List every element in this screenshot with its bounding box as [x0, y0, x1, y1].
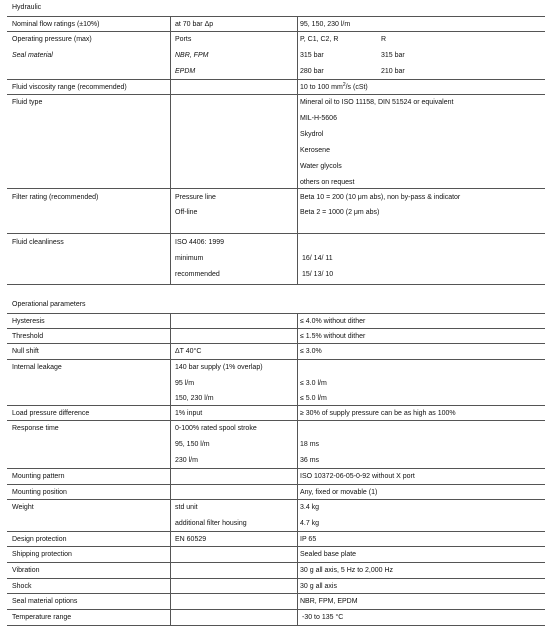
row-label: Temperature range: [12, 614, 72, 621]
filter-pressure-line: Pressure line: [175, 194, 216, 201]
row-condition: 0-100% rated spool stroke: [175, 425, 257, 432]
column-divider: [170, 500, 171, 532]
row-value: ≥ 30% of supply pressure can be as high as 100%: [300, 410, 456, 417]
cleanliness-minimum-value: 16/ 14/ 11: [302, 255, 333, 262]
row-label: Response time: [12, 425, 59, 432]
column-divider: [170, 421, 171, 469]
column-divider: [297, 344, 298, 360]
row-value: IP 65: [300, 536, 317, 543]
epdm-pressure-ports: 280 bar: [300, 68, 324, 75]
column-divider: [297, 329, 298, 344]
column-divider: [297, 610, 298, 625]
spec-row-design-protection: [7, 531, 545, 547]
column-divider: [297, 579, 298, 594]
seal-epdm: EPDM: [175, 68, 196, 75]
filter-off-line: Off-line: [175, 209, 198, 216]
fluid-type-item: Mineral oil to ISO 11158, DIN 51524 or equivalent: [300, 99, 454, 106]
operational-section-title: Operational parameters: [12, 301, 86, 308]
column-divider: [170, 469, 171, 485]
cleanliness-minimum-label: minimum: [175, 255, 204, 262]
weight-sub-std: std unit: [175, 504, 198, 511]
row-label: Internal leakage: [12, 364, 62, 371]
weight-value-filter: 4.7 kg: [300, 520, 320, 527]
row-condition: 1% input: [175, 410, 203, 417]
spec-row-response-time: [7, 420, 545, 469]
fluid-type-item: Skydrol: [300, 131, 324, 138]
row-label: Threshold: [12, 333, 44, 340]
weight-value-std: 3.4 kg: [300, 504, 320, 511]
column-divider: [170, 344, 171, 360]
row-value: ≤ 4.0% without dither: [300, 318, 366, 325]
column-divider: [297, 547, 298, 563]
row-label: Null shift: [12, 348, 39, 355]
row-label: Vibration: [12, 567, 40, 574]
fluid-type-item: Kerosene: [300, 147, 330, 154]
row-value: 30 g all axis: [300, 583, 337, 590]
column-divider: [297, 234, 298, 284]
cleanliness-standard: ISO 4406: 1999: [175, 239, 225, 246]
spec-row-weight: [7, 499, 545, 532]
column-divider: [297, 532, 298, 547]
column-divider: [170, 594, 171, 610]
column-divider: [297, 360, 298, 406]
row-label: Fluid type: [12, 99, 43, 106]
column-divider: [170, 80, 171, 95]
row-label: Filter rating (recommended): [12, 194, 99, 201]
cleanliness-recommended-value: 15/ 13/ 10: [302, 271, 334, 278]
response-value-95-150: 18 ms: [300, 441, 320, 448]
row-condition: at 70 bar Δp: [175, 21, 214, 28]
filter-pressure-line-value: Beta 10 = 200 (10 μm abs), non by-pass & indicator: [300, 194, 461, 201]
row-condition: Ports: [175, 36, 192, 43]
row-label: Operating pressure (max): [12, 36, 92, 43]
column-divider: [297, 17, 298, 32]
column-divider: [170, 579, 171, 594]
row-label: Design protection: [12, 536, 67, 543]
response-value-230: 36 ms: [300, 457, 320, 464]
column-divider: [170, 406, 171, 421]
fluid-type-item: Water glycols: [300, 163, 342, 170]
spec-row-mounting-position: [7, 484, 545, 500]
column-divider: [170, 314, 171, 329]
row-label: Mounting position: [12, 489, 67, 496]
spec-row-load-pressure: [7, 405, 545, 421]
spec-row-mounting-pattern: [7, 468, 545, 485]
spec-row-temperature: [7, 609, 545, 626]
column-divider: [170, 234, 171, 284]
leakage-value-150-230: ≤ 5.0 l/m: [300, 395, 327, 402]
spec-row-internal-leakage: [7, 359, 545, 406]
row-value: Sealed base plate: [300, 551, 357, 558]
column-divider: [170, 532, 171, 547]
spec-row-vibration: [7, 562, 545, 579]
row-label: Shipping protection: [12, 551, 72, 558]
row-value: 30 g all axis, 5 Hz to 2,000 Hz: [300, 567, 393, 574]
column-divider: [297, 485, 298, 500]
row-condition: ΔT 40°C: [175, 348, 202, 355]
column-divider: [170, 547, 171, 563]
column-divider: [297, 500, 298, 532]
spec-row-operating-pressure: [7, 31, 545, 80]
row-label: Mounting pattern: [12, 473, 65, 480]
column-divider: [170, 32, 171, 80]
row-value: 10 to 100 $mm^2/s$ (cSt): [300, 82, 368, 91]
column-divider: [170, 610, 171, 625]
seal-material-label: Seal material: [12, 52, 53, 59]
response-sub-95-150: 95, 150 l/m: [175, 441, 210, 448]
row-label: Hysteresis: [12, 318, 45, 325]
spec-row-hysteresis: [7, 313, 545, 329]
row-label: Shock: [12, 583, 32, 590]
row-value: ISO 10372-06-05-0-92 without X port: [300, 473, 415, 480]
row-value: -30 to 135 °C: [302, 614, 344, 621]
spec-row-filter-rating: [7, 188, 545, 234]
fluid-type-item: MIL-H-5606: [300, 115, 337, 122]
filter-off-line-value: Beta 2 = 1000 (2 μm abs): [300, 209, 380, 216]
column-divider: [297, 80, 298, 95]
leakage-sub-95: 95 l/m: [175, 380, 195, 387]
port-r-header: R: [381, 36, 387, 43]
column-divider: [170, 95, 171, 189]
row-value: NBR, FPM, EPDM: [300, 598, 358, 605]
spec-row-viscosity: [7, 79, 545, 95]
leakage-sub-150-230: 150, 230 l/m: [175, 395, 214, 402]
column-divider: [297, 563, 298, 579]
spec-row-seal-options: [7, 593, 545, 610]
column-divider: [297, 95, 298, 189]
row-label: Fluid cleanliness: [12, 239, 64, 246]
column-divider: [297, 314, 298, 329]
row-label: Weight: [12, 504, 34, 511]
response-sub-230: 230 l/m: [175, 457, 198, 464]
row-label: Load pressure difference: [12, 410, 90, 417]
ports-value: P, C1, C2, R: [300, 36, 339, 43]
fluid-type-item: others on request: [300, 179, 355, 186]
spec-row-null-shift: [7, 343, 545, 360]
spec-row-fluid-cleanliness: [7, 233, 545, 285]
column-divider: [170, 360, 171, 406]
spec-row-shock: [7, 578, 545, 594]
spec-row-fluid-type: [7, 94, 545, 189]
cleanliness-recommended-label: recommended: [175, 271, 220, 278]
column-divider: [170, 17, 171, 32]
row-label: Nominal flow ratings (±10%): [12, 21, 100, 28]
row-value: ≤ 1.5% without dither: [300, 333, 366, 340]
column-divider: [297, 189, 298, 234]
row-condition: 140 bar supply (1% overlap): [175, 364, 263, 371]
spec-row-threshold: [7, 328, 545, 344]
row-value: 95, 150, 230 l/m: [300, 21, 351, 28]
column-divider: [297, 469, 298, 485]
row-label: Fluid viscosity range (recommended): [12, 84, 127, 91]
column-divider: [297, 32, 298, 80]
row-value: ≤ 3.0%: [300, 348, 322, 355]
row-condition: EN 60529: [175, 536, 207, 543]
seal-nbr-fpm: NBR, FPM: [175, 52, 209, 59]
row-label: Seal material options: [12, 598, 78, 605]
hydraulic-section-title: Hydraulic: [12, 4, 42, 11]
column-divider: [170, 329, 171, 344]
column-divider: [297, 594, 298, 610]
leakage-value-95: ≤ 3.0 l/m: [300, 380, 327, 387]
nbr-pressure-ports: 315 bar: [300, 52, 324, 59]
column-divider: [170, 563, 171, 579]
column-divider: [297, 406, 298, 421]
spec-row-shipping-protection: [7, 546, 545, 563]
spec-row-nominal-flow: [7, 16, 545, 32]
column-divider: [297, 421, 298, 469]
epdm-pressure-r: 210 bar: [381, 68, 405, 75]
row-value: Any, fixed or movable (1): [300, 489, 378, 496]
column-divider: [170, 189, 171, 234]
weight-sub-filter: additional filter housing: [175, 520, 247, 527]
nbr-pressure-r: 315 bar: [381, 52, 405, 59]
column-divider: [170, 485, 171, 500]
